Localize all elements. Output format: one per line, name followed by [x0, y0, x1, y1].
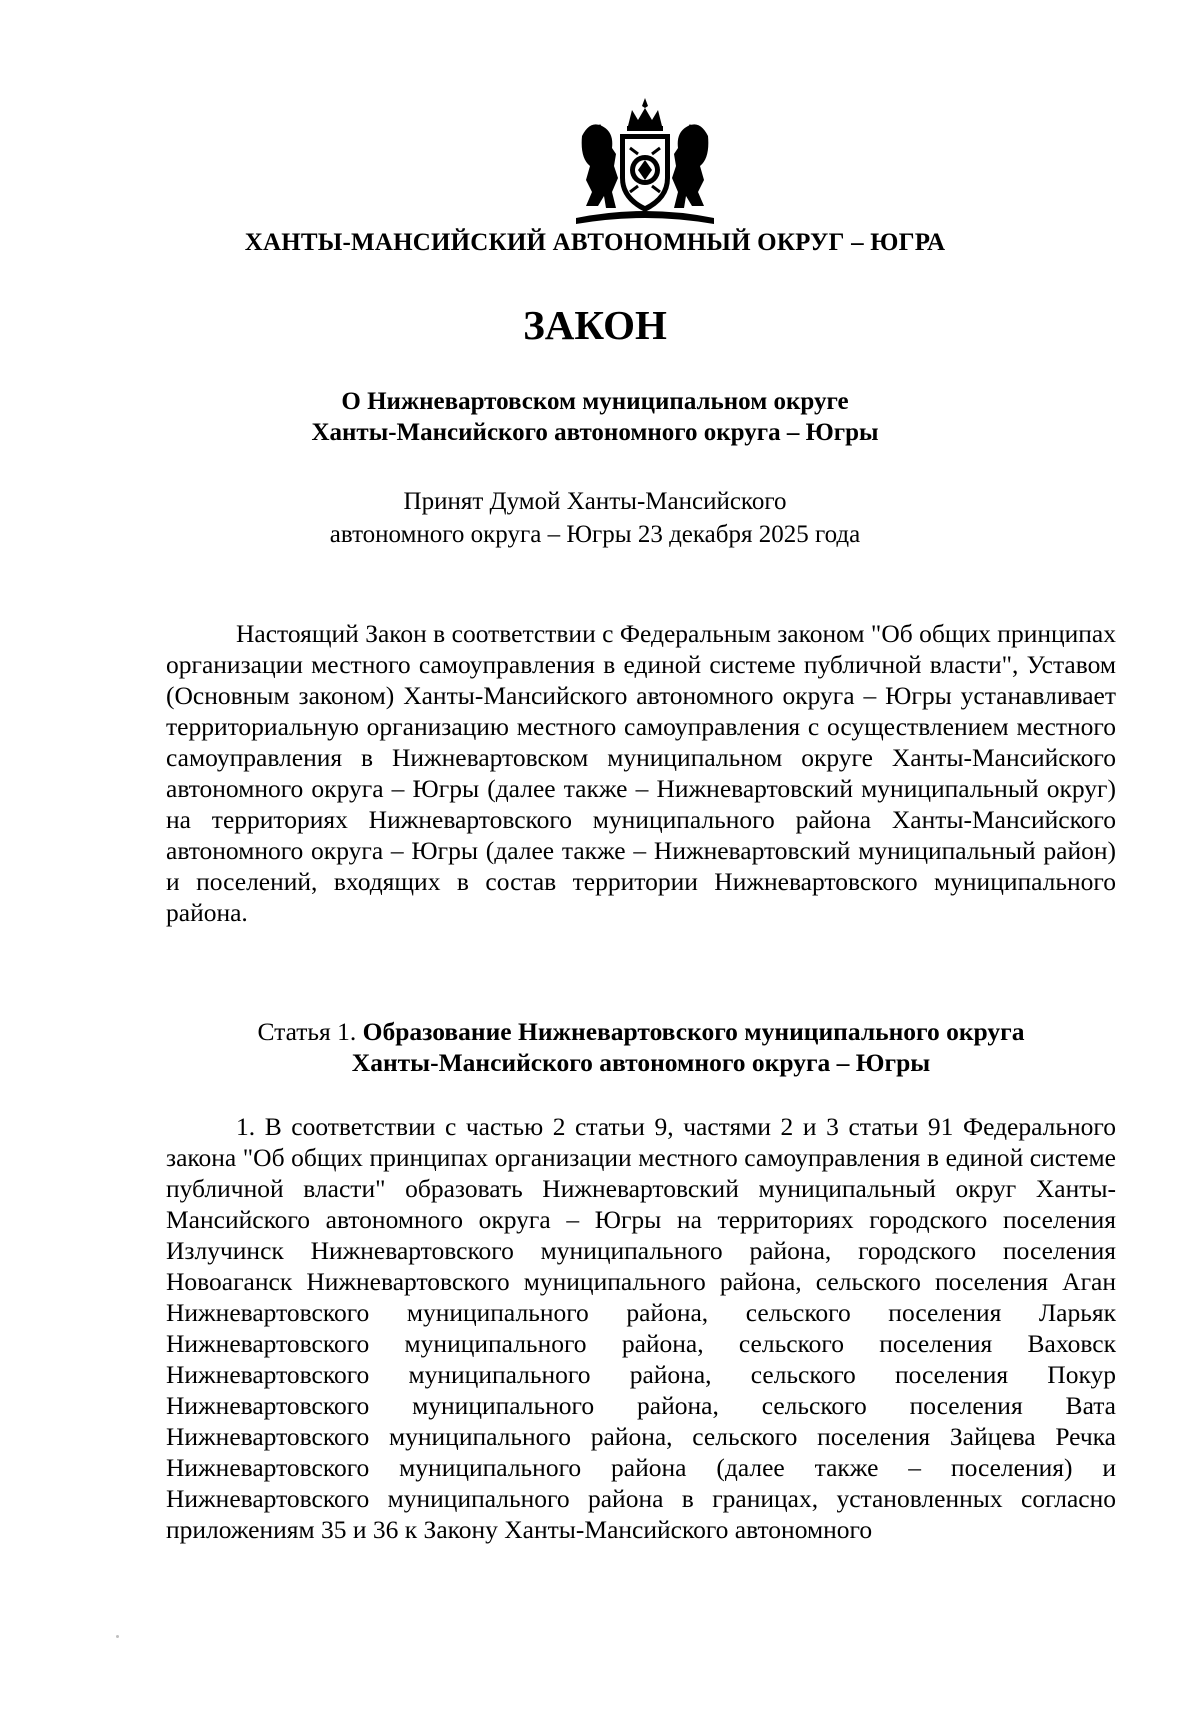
- document-type-title: ЗАКОН: [523, 302, 667, 348]
- adoption-note: [150, 485, 1040, 551]
- article-1-label: Статья 1.: [257, 1017, 357, 1046]
- adoption-note-line-2: автономного округа – Югры 23 декабря 2025 года: [329, 521, 861, 548]
- law-title: [150, 386, 1040, 448]
- coat-of-arms-icon: [572, 96, 718, 232]
- article-1-title-line-1: Образование Нижневартовского муниципального округа: [362, 1017, 1025, 1046]
- adoption-note-line-1: Принят Думой Ханты-Мансийского: [403, 488, 787, 515]
- law-title-line-2: Ханты-Мансийского автономного округа – Югры: [311, 419, 879, 446]
- article-1-title-line-2: Ханты-Мансийского автономного округа – Югры: [351, 1048, 931, 1077]
- preamble-paragraph: Настоящий Закон в соответствии с Федеральным законом "Об общих принципах организации местного самоуправления в единой системе публичной власти", Уставом (Основным законом) Ханты-Мансийского автономного округа – Югры устанавливает территориальную организацию местного самоуправления с осуществлением местного самоуправления в Нижневартовском муниципальном округе Ханты-Мансийского автономного округа – Югры (далее также – Нижневартовский муниципальный округ) на территориях Нижневартовского муниципального района Ханты-Мансийского автономного округа – Югры (далее также – Нижневартовский муниципальный район) и поселений, входящих в состав территории Нижневартовского муниципального района.: [166, 619, 1116, 927]
- law-title-line-1: О Нижневартовском муниципальном округе: [341, 388, 849, 415]
- scan-artifact: [116, 1635, 119, 1638]
- region-title: ХАНТЫ-МАНСИЙСКИЙ АВТОНОМНЫЙ ОКРУГ – ЮГРА: [244, 229, 946, 256]
- article-1-paragraph-1: 1. В соответствии с частью 2 статьи 9, частями 2 и 3 статьи 91 Федерального закона "Об общих принципах организации местного самоуправления в единой системе публичной власти" образовать Нижневартовский муниципальный округ Ханты-Мансийского автономного округа – Югры на территориях городского поселения Излучинск Нижневартовского муниципального района, городского поселения Новоаганск Нижневартовского муниципального района, сельского поселения Аган Нижневартовского муниципального района, сельского поселения Ларьяк Нижневартовского муниципального района, сельского поселения Ваховск Нижневартовского муниципального района, сельского поселения Покур Нижневартовского муниципального района, сельского поселения Вата Нижневартовского муниципального района, сельского поселения Зайцева Речка Нижневартовского муниципального района (далее также – поселения) и Нижневартовского муниципального района в границах, установленных согласно приложениям 35 и 36 к Закону Ханты-Мансийского автономного: [166, 1112, 1116, 1544]
- article-1-heading: [166, 1016, 1116, 1078]
